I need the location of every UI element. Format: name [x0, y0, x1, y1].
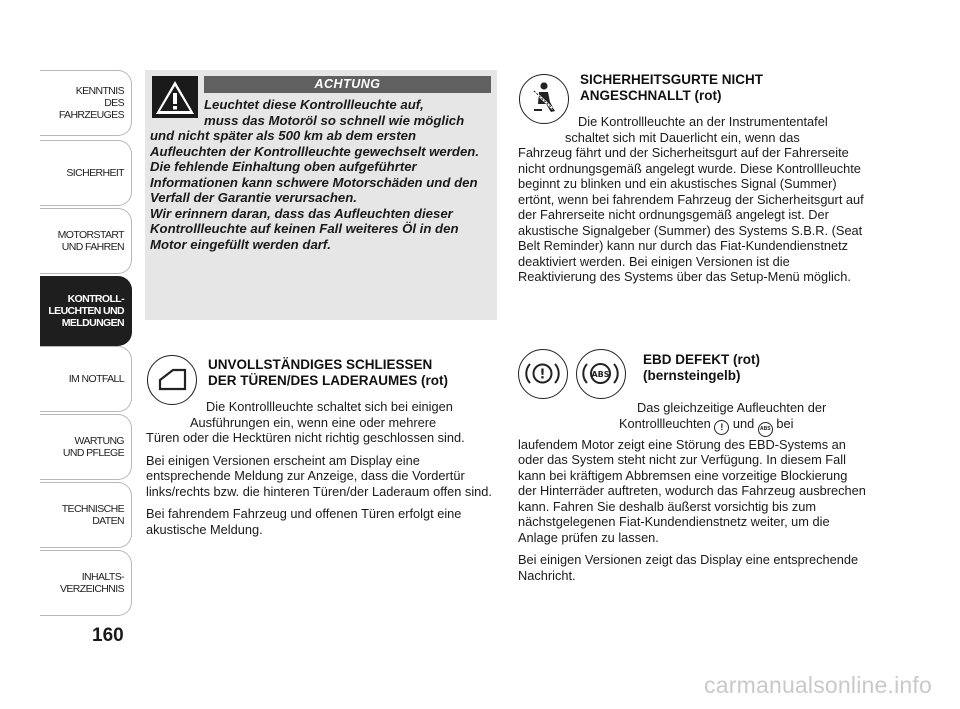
- tab-im-notfall[interactable]: IM NOTFALL: [40, 346, 132, 412]
- warning-paragraph-3: Wir erinnern daran, dass das Aufleuchten dieser Kontrollleuchte auf keinen Fall weiteres Öl in den Motor eingefüllt werden darf.: [150, 205, 459, 252]
- svg-text:!: !: [539, 367, 546, 383]
- brake-warning-icon: [518, 349, 568, 399]
- brake-inline-icon: !: [714, 420, 729, 435]
- ebd-heading: EBD DEFEKT (rot) (bernsteingelb): [643, 352, 760, 383]
- doors-heading: UNVOLLSTÄNDIGES SCHLIESSEN DER TÜREN/DES LADERAUMES (rot): [208, 357, 449, 388]
- tab-motorstart[interactable]: MOTORSTART UND FAHREN: [40, 208, 132, 274]
- warning-line-1: Leuchtet diese Kontrollleuchte auf,: [204, 97, 424, 112]
- tab-kontrollleuchten[interactable]: KONTROLL- LEUCHTEN UND MELDUNGEN: [40, 276, 132, 346]
- warning-line-2: muss das Motoröl so schnell wie möglich: [204, 112, 465, 128]
- tab-wartung[interactable]: WARTUNG UND PFLEGE: [40, 414, 132, 480]
- warning-paragraph-2: Die fehlende Einhaltung oben aufgeführter Informationen kann schwere Motorschäden und den Verfall der Garantie verursachen.: [150, 159, 478, 205]
- page-number: 160: [92, 625, 124, 646]
- door-open-icon: [147, 355, 197, 405]
- tab-inhaltsverzeichnis[interactable]: INHALTS- VERZEICHNIS: [40, 550, 132, 616]
- tab-technische-daten[interactable]: TECHNISCHE DATEN: [40, 482, 132, 548]
- doors-text: Die Kontrollleuchte schaltet sich bei einigen Ausführungen ein, wenn eine oder mehrere Türen oder die Hecktüren nicht richtig geschlossen sind. Bei einigen Versionen erscheint am Display eine entsprechende Meldung zur Anzeige, dass die Vordertür links/rechts bzw. die hinteren Türen/der Laderaum offen sind. Bei fahrendem Fahrzeug und offenen Türen erfolgt eine akustische Meldung.: [146, 399, 492, 537]
- warning-header: ACHTUNG: [204, 76, 491, 93]
- ebd-text: Das gleichzeitige Aufleuchten der Kontrollleuchten ! und ABS bei laufendem Motor zeigt eine Störung des EBD-Systems an oder das System steht nicht zur Verfügung. In diesem Fall kann bei kräftigem Abbremsen eine vorzeitige Blockierung der Hinterräder auftreten, wodurch das Fahrzeug ausbrechen kann. Fahren Sie deshalb äußerst vorsichtig bis zum nächstgelegenen Fiat-Kundendienstnetz weiter, um die Anlage prüfen zu lassen. Bei einigen Versionen zeigt das Display eine entsprechende Nachricht.: [518, 400, 866, 583]
- watermark: carmanualsonline.info: [704, 672, 932, 698]
- warning-paragraph-1: und nicht später als 500 km ab dem ersten Aufleuchten der Kontrollleuchte gewechselt werden.: [150, 128, 480, 159]
- seatbelt-heading: SICHERHEITSGURTE NICHT ANGESCHNALLT (rot): [580, 72, 764, 103]
- tab-sicherheit[interactable]: SICHERHEIT: [40, 140, 132, 206]
- warning-text: [150, 97, 493, 252]
- abs-icon: [576, 349, 626, 399]
- abs-inline-icon: ABS: [758, 422, 773, 437]
- seatbelt-text: Die Kontrollleuchte an der Instrumententafel schaltet sich mit Dauerlicht ein, wenn das Fahrzeug fährt und der Sicherheitsgurt auf der Fahrerseite nicht ordnungsgemäß angelegt wurde. Diese Kontrollleuchte beginnt zu blinken und ein akustisches Signal (Summer) ertönt, wenn bei fahrendem Fahrzeug der Sicherheitsgurt auf der Fahrerseite nicht ordnungsgemäß angelegt ist. Der akustische Signalgeber (Summer) des Systems S.B.R. (Seat Belt Reminder) kann nur durch das Fiat-Kundendienstnetz deaktiviert werden. Bei einigen Versionen ist die Reaktivierung des Systems über das Setup-Menü möglich.: [518, 114, 864, 284]
- tab-kenntnis[interactable]: KENNTNIS DES FAHRZEUGES: [40, 70, 132, 136]
- svg-text:ABS: ABS: [591, 370, 610, 379]
